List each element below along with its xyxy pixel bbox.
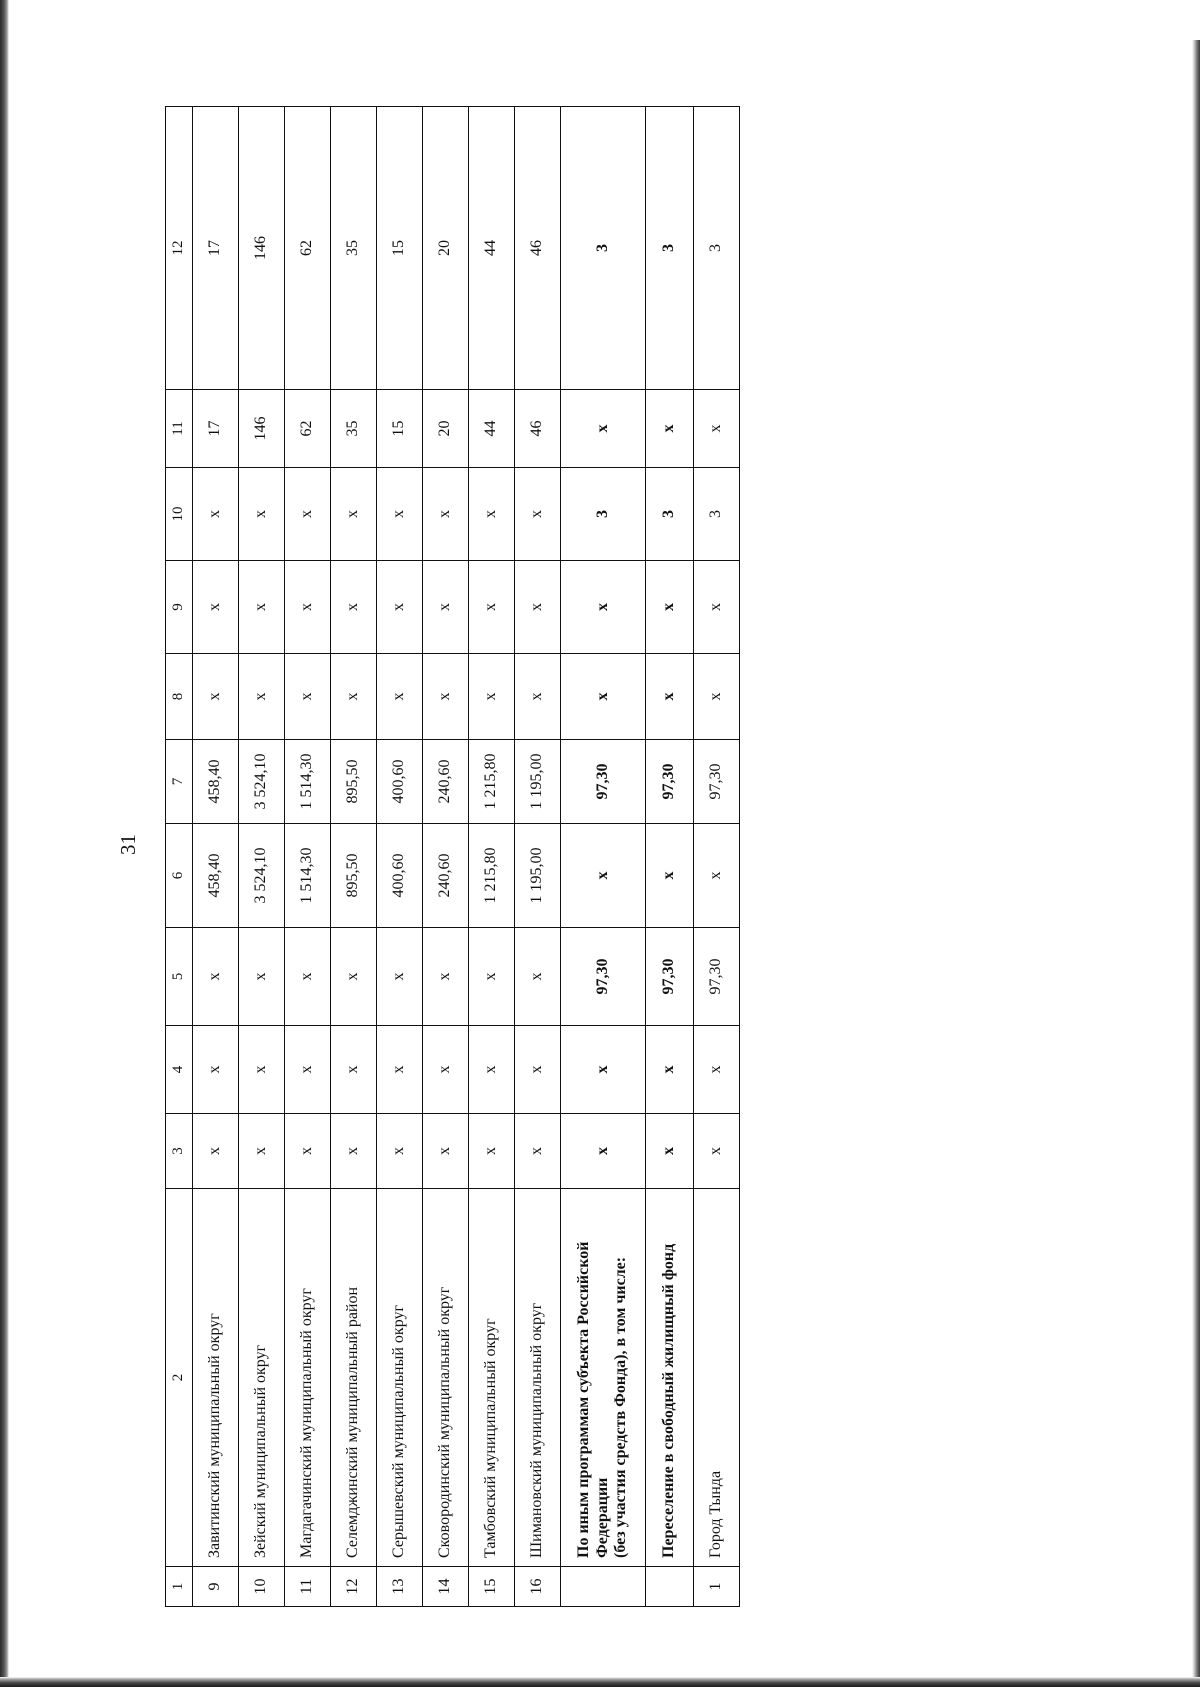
value-cell: х (285, 654, 331, 740)
rotated-table-container (165, 107, 725, 1607)
value-cell: х (561, 1114, 646, 1189)
value-cell: х (423, 468, 469, 561)
value-cell: х (239, 928, 285, 1026)
value-cell: х (469, 1114, 515, 1189)
table-body (166, 107, 740, 1607)
value-cell: 1 514,30 (285, 824, 331, 928)
value-cell: 458,40 (193, 740, 239, 824)
scan-edge-left (0, 0, 9, 1687)
scan-edge-right (1192, 40, 1200, 1687)
value-cell: х (694, 1026, 740, 1114)
value-cell: х (193, 928, 239, 1026)
row-name-cell: По иным программам субъекта Российской Федерации (без участия средств Фонда), в том числе: (561, 1189, 646, 1567)
value-cell: х (193, 468, 239, 561)
value-cell: 3 (646, 107, 694, 390)
header-cell: 3 (166, 1114, 193, 1189)
value-cell: 62 (285, 390, 331, 468)
row-number-cell: 11 (285, 1567, 331, 1607)
value-cell: х (423, 928, 469, 1026)
table-row (193, 107, 239, 1607)
value-cell: х (285, 561, 331, 654)
value-cell: 458,40 (193, 824, 239, 928)
value-cell: 97,30 (646, 740, 694, 824)
value-cell: х (561, 561, 646, 654)
value-cell: 1 195,00 (515, 740, 561, 824)
row-number-cell (561, 1567, 646, 1607)
value-cell: х (331, 468, 377, 561)
value-cell: х (646, 1114, 694, 1189)
row-number-cell: 13 (377, 1567, 423, 1607)
row-number-cell: 9 (193, 1567, 239, 1607)
value-cell: х (694, 561, 740, 654)
column-number-header-row (166, 107, 193, 1607)
value-cell: х (193, 1114, 239, 1189)
table-row (646, 107, 694, 1607)
value-cell: х (239, 654, 285, 740)
table-row (331, 107, 377, 1607)
value-cell: х (377, 468, 423, 561)
header-cell: 2 (166, 1189, 193, 1567)
value-cell: 97,30 (561, 740, 646, 824)
value-cell: х (285, 468, 331, 561)
value-cell: х (285, 928, 331, 1026)
value-cell: 240,60 (423, 740, 469, 824)
value-cell: 1 514,30 (285, 740, 331, 824)
value-cell: х (377, 1114, 423, 1189)
value-cell: 46 (515, 107, 561, 390)
value-cell: х (423, 1026, 469, 1114)
value-cell: х (331, 1114, 377, 1189)
table-row (515, 107, 561, 1607)
row-name-cell: Сковородинский муниципальный округ (423, 1189, 469, 1567)
value-cell: 20 (423, 390, 469, 468)
header-cell: 10 (166, 468, 193, 561)
value-cell: х (561, 824, 646, 928)
value-cell: 62 (285, 107, 331, 390)
value-cell: х (646, 824, 694, 928)
row-name-cell: Тамбовский муниципальный округ (469, 1189, 515, 1567)
value-cell: 46 (515, 390, 561, 468)
row-name-cell: Зейский муниципальный округ (239, 1189, 285, 1567)
value-cell: 400,60 (377, 740, 423, 824)
value-cell: 35 (331, 390, 377, 468)
value-cell: х (285, 1026, 331, 1114)
header-cell: 1 (166, 1567, 193, 1607)
row-number-cell: 1 (694, 1567, 740, 1607)
header-cell: 8 (166, 654, 193, 740)
value-cell: 240,60 (423, 824, 469, 928)
row-name-cell: Завитинский муниципальный округ (193, 1189, 239, 1567)
row-name-cell: Серышевский муниципальный округ (377, 1189, 423, 1567)
value-cell: 3 (694, 468, 740, 561)
value-cell: х (561, 654, 646, 740)
value-cell: х (646, 654, 694, 740)
value-cell: х (694, 1114, 740, 1189)
row-number-cell: 12 (331, 1567, 377, 1607)
value-cell: х (285, 1114, 331, 1189)
value-cell: 3 (694, 107, 740, 390)
value-cell: х (646, 390, 694, 468)
value-cell: х (377, 928, 423, 1026)
value-cell: 3 (561, 468, 646, 561)
value-cell: х (239, 1114, 285, 1189)
row-number-cell: 14 (423, 1567, 469, 1607)
value-cell: х (469, 561, 515, 654)
value-cell: х (469, 468, 515, 561)
value-cell: 3 (646, 468, 694, 561)
value-cell: х (515, 928, 561, 1026)
value-cell: х (646, 1026, 694, 1114)
value-cell: 17 (193, 390, 239, 468)
value-cell: х (469, 1026, 515, 1114)
header-cell: 6 (166, 824, 193, 928)
table-row (239, 107, 285, 1607)
value-cell: 15 (377, 390, 423, 468)
value-cell: х (561, 390, 646, 468)
value-cell: х (515, 1026, 561, 1114)
value-cell: 3 (561, 107, 646, 390)
value-cell: 97,30 (561, 928, 646, 1026)
row-name-cell: Шимановский муниципальный округ (515, 1189, 561, 1567)
data-table (165, 106, 740, 1607)
value-cell: 895,50 (331, 740, 377, 824)
value-cell: х (377, 654, 423, 740)
header-cell: 7 (166, 740, 193, 824)
row-name-cell: Город Тында (694, 1189, 740, 1567)
table-row (377, 107, 423, 1607)
table-row (469, 107, 515, 1607)
value-cell: 97,30 (646, 928, 694, 1026)
scan-edge-bottom (0, 1677, 1200, 1687)
value-cell: х (423, 1114, 469, 1189)
value-cell: 1 215,80 (469, 740, 515, 824)
page-number: 31 (116, 834, 140, 855)
value-cell: 3 524,10 (239, 740, 285, 824)
value-cell: х (694, 654, 740, 740)
value-cell: 400,60 (377, 824, 423, 928)
value-cell: 20 (423, 107, 469, 390)
value-cell: х (377, 561, 423, 654)
value-cell: 97,30 (694, 928, 740, 1026)
row-number-cell: 15 (469, 1567, 515, 1607)
value-cell: 895,50 (331, 824, 377, 928)
header-cell: 9 (166, 561, 193, 654)
value-cell: 3 524,10 (239, 824, 285, 928)
value-cell: 97,30 (694, 740, 740, 824)
header-cell: 5 (166, 928, 193, 1026)
value-cell: х (515, 1114, 561, 1189)
row-name-cell: Селемджинский муниципальный район (331, 1189, 377, 1567)
value-cell: 15 (377, 107, 423, 390)
value-cell: 146 (239, 390, 285, 468)
value-cell: 146 (239, 107, 285, 390)
value-cell: х (239, 468, 285, 561)
row-number-cell (646, 1567, 694, 1607)
value-cell: х (331, 1026, 377, 1114)
row-name-cell: Магдагачинский муниципальный округ (285, 1189, 331, 1567)
value-cell: х (694, 390, 740, 468)
value-cell: х (239, 1026, 285, 1114)
table-row (285, 107, 331, 1607)
row-number-cell: 10 (239, 1567, 285, 1607)
value-cell: х (561, 1026, 646, 1114)
value-cell: х (423, 561, 469, 654)
value-cell: 17 (193, 107, 239, 390)
value-cell: х (193, 561, 239, 654)
value-cell: х (515, 468, 561, 561)
value-cell: 35 (331, 107, 377, 390)
value-cell: 44 (469, 107, 515, 390)
header-cell: 4 (166, 1026, 193, 1114)
value-cell: х (469, 928, 515, 1026)
value-cell: х (331, 654, 377, 740)
table-row (423, 107, 469, 1607)
value-cell: х (469, 654, 515, 740)
value-cell: х (515, 654, 561, 740)
row-number-cell: 16 (515, 1567, 561, 1607)
value-cell: х (239, 561, 285, 654)
row-name-cell: Переселение в свободный жилищный фонд (646, 1189, 694, 1567)
value-cell: х (515, 561, 561, 654)
value-cell: х (694, 824, 740, 928)
value-cell: х (377, 1026, 423, 1114)
value-cell: х (331, 561, 377, 654)
value-cell: х (646, 561, 694, 654)
value-cell: х (423, 654, 469, 740)
value-cell: х (193, 654, 239, 740)
header-cell: 12 (166, 107, 193, 390)
value-cell: х (331, 928, 377, 1026)
value-cell: 44 (469, 390, 515, 468)
value-cell: 1 195,00 (515, 824, 561, 928)
table-row (561, 107, 646, 1607)
value-cell: х (193, 1026, 239, 1114)
value-cell: 1 215,80 (469, 824, 515, 928)
header-cell: 11 (166, 390, 193, 468)
table-row (694, 107, 740, 1607)
